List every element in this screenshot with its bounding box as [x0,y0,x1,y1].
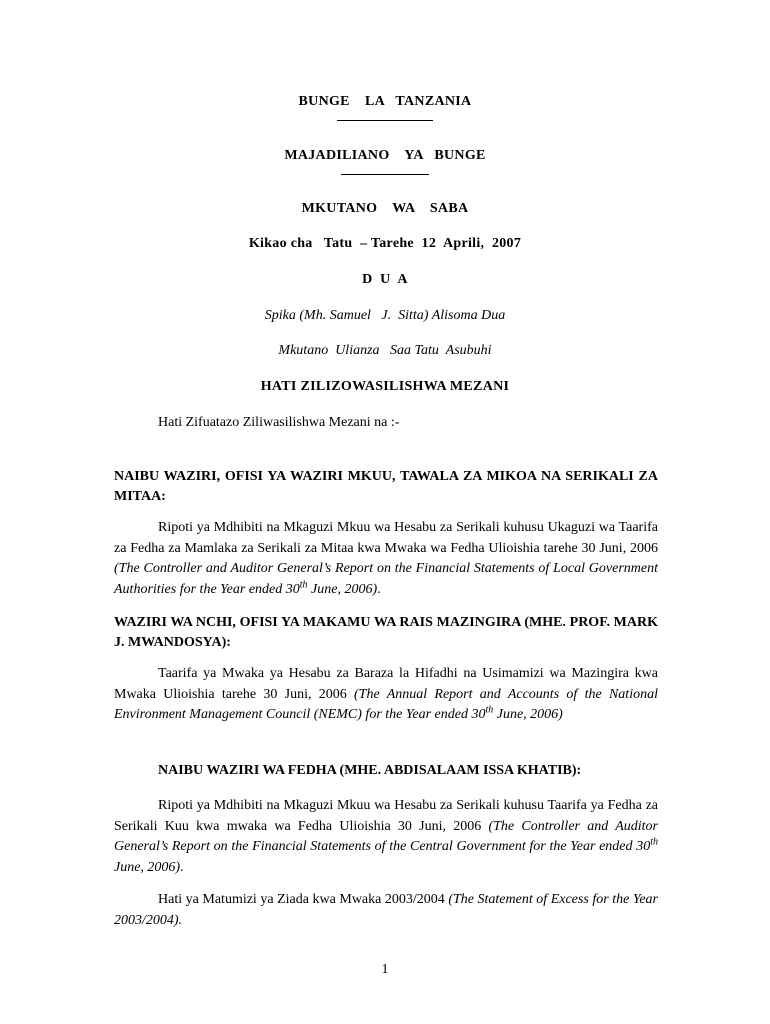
item-body-text: Taarifa ya Mwaka ya Hesabu za Baraza la Hifadhi na Usimamizi wa Mazingira kwa Mwaka Ulioishia tarehe 30 Juni, 2006 [114,666,658,702]
item-body-text: Ripoti ya Mdhibiti na Mkaguzi Mkuu wa Hesabu za Serikali kuhusu Ukaguzi wa Taarifa za Fedha za Mamlaka za Serikali za Mitaa kwa Mwaka wa Fedha Ulioishia tarehe 30 Juni, 2006 [114,520,658,556]
item-body [114,664,658,726]
item-body-text: Ripoti ya Mdhibiti na Mkaguzi Mkuu wa Hesabu za Serikali kuhusu Taarifa ya Fedha za Serikali Kuu kwa mwaka wa Fedha Ulioishia 30 Juni, 2006 [114,798,658,834]
parliament-title: BUNGE LA TANZANIA [298,94,472,109]
excess-statement [114,890,658,931]
speaker-prayer-line: Spika (Mh. Samuel J. Sitta) Alisoma Dua [264,308,506,323]
excess-statement-italic: (The Statement of Excess for the Year 2003/2004). [114,892,658,928]
title-divider-1 [337,120,433,121]
item-body-italic-tail: June, 2006) [493,707,563,722]
item-body-sup: th [650,836,658,848]
prayer-heading: D U A [362,272,408,287]
item-body-sup: th [485,704,494,716]
section-intro: Hati Zifuatazo Ziliwasilishwa Mezani na :- [158,415,400,430]
item-body-italic: (The Controller and Auditor General’s Report on the Financial Statements of Local Government Authorities for the Year ended 30 [114,561,658,597]
item-heading: WAZIRI WA NCHI, OFISI YA MAKAMU WA RAIS MAZINGIRA (MHE. PROF. MARK J. MWANDOSYA): [114,615,658,650]
title-divider-2 [341,174,429,175]
excess-statement-text: Hati ya Matumizi ya Ziada kwa Mwaka 2003/2004 [158,892,449,907]
sitting-date: Kikao cha Tatu – Tarehe 12 Aprili, 2007 [248,236,522,251]
item-body-italic-tail: June, 2006) [307,581,378,597]
item-body-italic-tail: June, 2006) [114,859,181,875]
item-body [114,518,658,600]
item-body-sup: th [299,578,308,590]
proceedings-title: MAJADILIANO YA BUNGE [284,148,486,163]
item-body-italic: (The Controller and Auditor General’s Report on the Financial Statements of the Central Government for the Year ended 30 [114,818,658,854]
section-heading: HATI ZILIZOWASILISHWA MEZANI [260,379,510,394]
item-body-end: . [377,581,381,597]
page-number: 1 [381,962,389,977]
session-title: MKUTANO WA SABA [301,201,469,216]
item-heading: NAIBU WAZIRI, OFISI YA WAZIRI MKUU, TAWALA ZA MIKOA NA SERIKALI ZA MITAA: [114,469,658,504]
item-body-end: . [180,859,184,875]
session-start-line: Mkutano Ulianza Saa Tatu Asubuhi [278,343,492,358]
item-heading: NAIBU WAZIRI WA FEDHA (MHE. ABDISALAAM ISSA KHATIB): [158,763,582,778]
item-body [114,796,658,878]
item-body-italic: (The Annual Report and Accounts of the National Environment Management Council (NEMC) for the Year ended 30 [114,686,658,722]
